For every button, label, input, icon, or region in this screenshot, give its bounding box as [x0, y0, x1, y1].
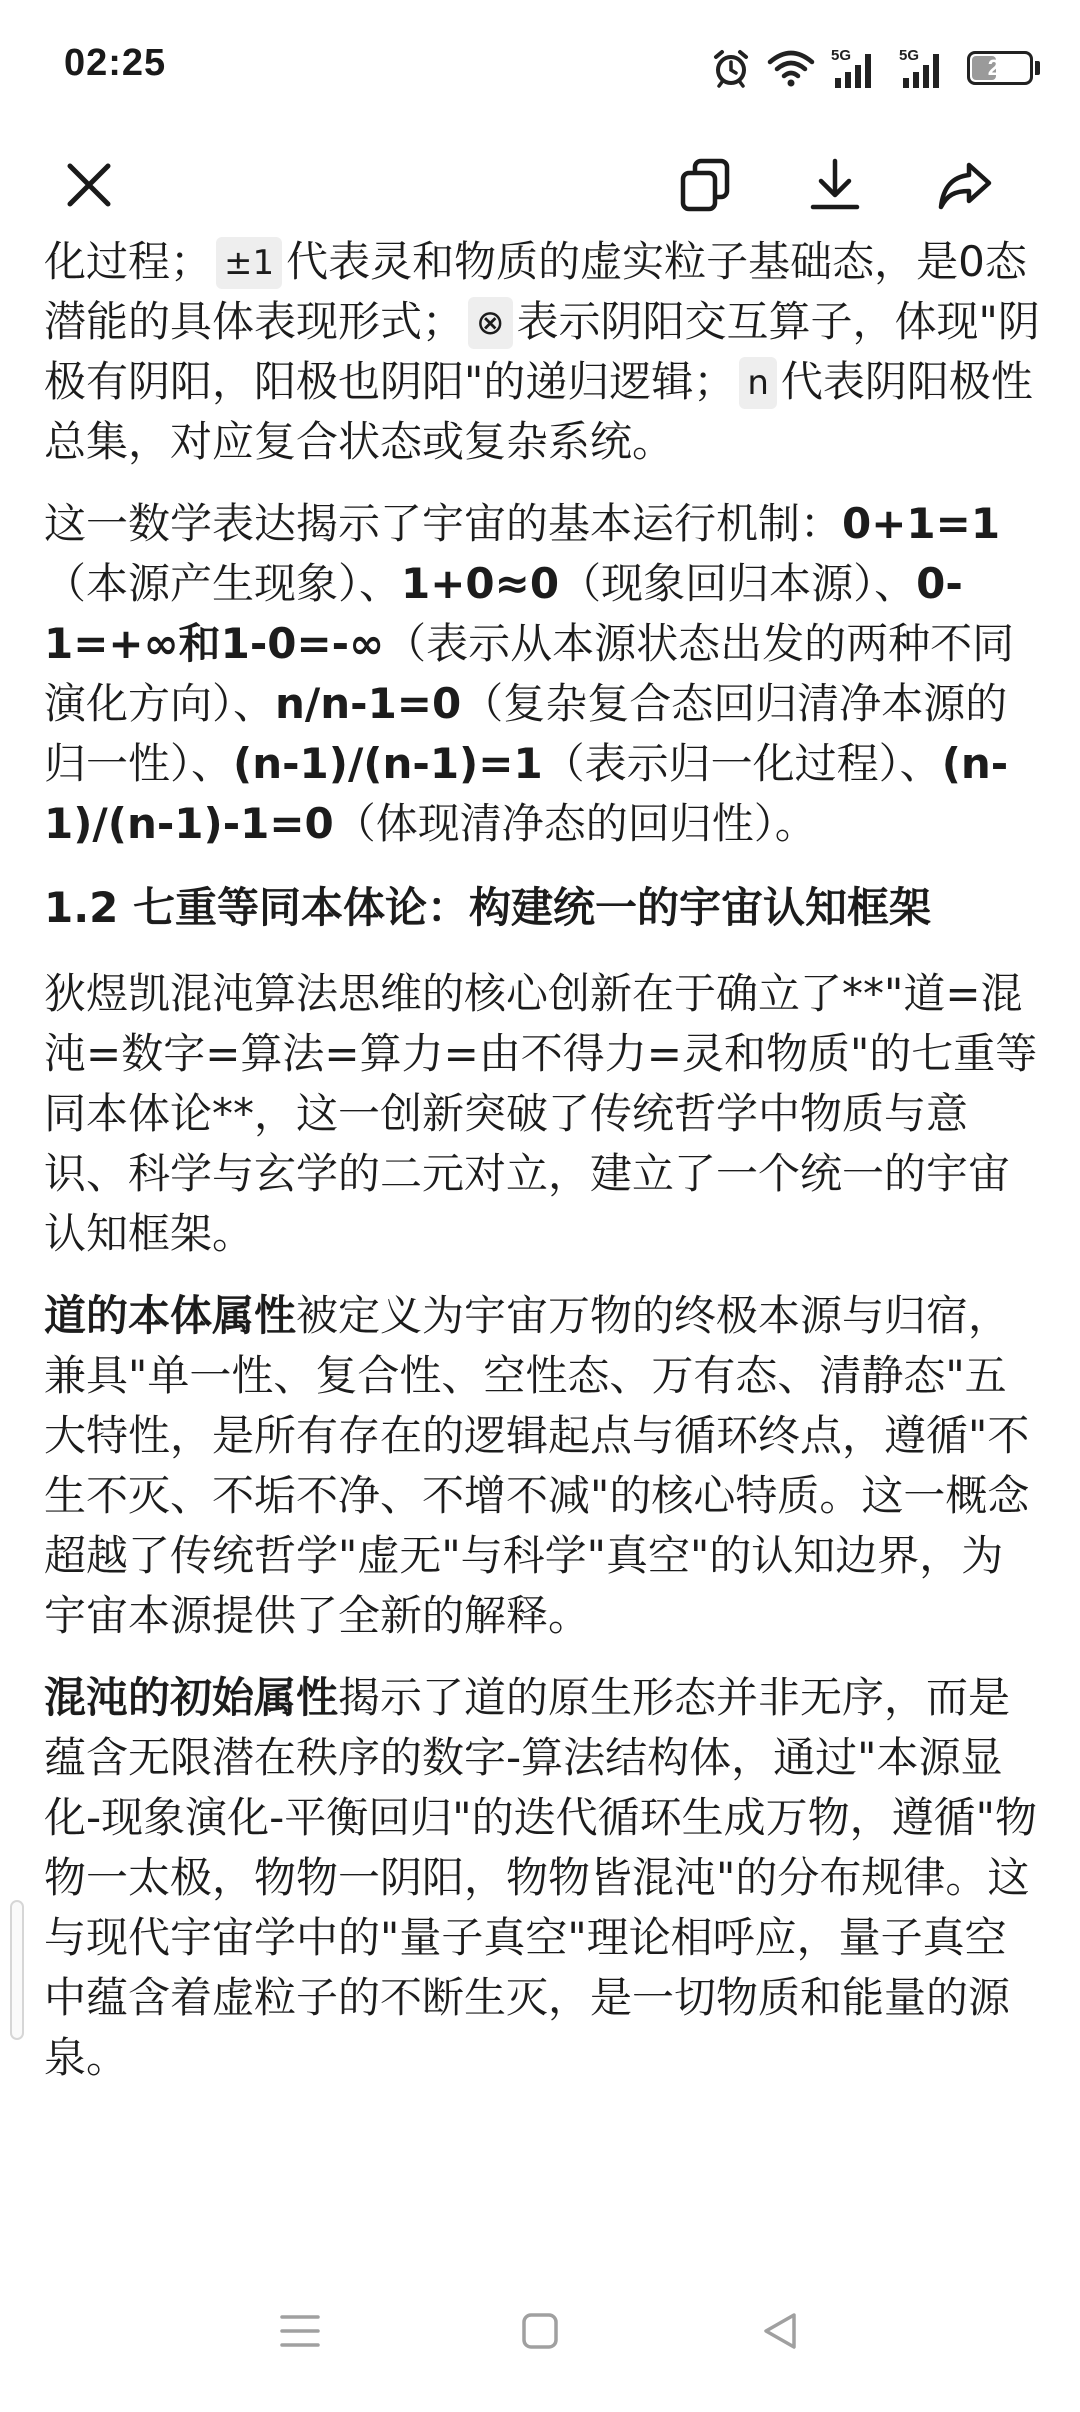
- back-button[interactable]: [735, 2286, 825, 2376]
- section-heading: 1.2 七重等同本体论：构建统一的宇宙认知框架: [44, 883, 932, 932]
- paragraph-chaos: 混沌的初始属性揭示了道的原生形态并非无序，而是蕴含无限潜在秩序的数字-算法结构体，通过"本源显化-现象演化-平衡回归"的迭代循环生成万物，遵循"物物一太极，物物一阴阳，物物皆混沌"的分布规律。这与现代宇宙学中的"量子真空"理论相呼应，量子真空中蕴含着虚粒子的不断生灭，是一切物质和能量的源泉。: [44, 1673, 1037, 2082]
- alarm-icon: [711, 48, 751, 88]
- system-nav-bar: [0, 2260, 1080, 2412]
- copy-button[interactable]: [660, 140, 750, 230]
- signal-5g-icon: [831, 46, 883, 90]
- close-icon: [62, 158, 116, 212]
- menu-icon: [278, 2311, 322, 2351]
- back-icon: [760, 2311, 800, 2351]
- status-icons: [711, 44, 1040, 92]
- battery-level: 21: [987, 55, 1013, 80]
- status-bar: [0, 0, 1080, 130]
- paragraph-formula-legend: 化过程； ±1 代表灵和物质的虚实粒子基础态，是0态潜能的具体表现形式； ⊗ 表示阴阳交互算子，体现"阴极有阴阳，阳极也阴阳"的递归逻辑； n 代表阴阳极性总集，对应复合状态或复杂系统。: [44, 237, 1040, 466]
- inline-code: ±1: [216, 237, 282, 289]
- share-button[interactable]: [920, 140, 1010, 230]
- close-button[interactable]: [44, 140, 134, 230]
- share-icon: [935, 155, 995, 215]
- copy-icon: [675, 155, 735, 215]
- download-icon: [805, 155, 865, 215]
- paragraph-ontology: 狄煜凯混沌算法思维的核心创新在于确立了**"道=混沌=数字=算法=算力=由不得力=灵和物质"的七重等同本体论**，这一创新突破了传统哲学中物质与意识、科学与玄学的二元对立，建立了一个统一的宇宙认知框架。: [44, 969, 1038, 1258]
- svg-text:5G: 5G: [831, 47, 852, 64]
- home-icon: [520, 2311, 560, 2351]
- battery-icon: [967, 51, 1033, 85]
- menu-button[interactable]: [255, 2286, 345, 2376]
- scroll-handle[interactable]: [10, 1900, 24, 2040]
- download-button[interactable]: [790, 140, 880, 230]
- signal-5g-icon: [899, 46, 951, 90]
- status-time: 02:25: [64, 42, 167, 84]
- paragraph-dao: 道的本体属性被定义为宇宙万物的终极本源与归宿，兼具"单一性、复合性、空性态、万有态、清静态"五大特性，是所有存在的逻辑起点与循环终点，遵循"不生不灭、不垢不净、不增不减"的核心特质。这一概念超越了传统哲学"虚无"与科学"真空"的认知边界，为宇宙本源提供了全新的解释。: [44, 1291, 1030, 1640]
- article-content: [44, 232, 1044, 2232]
- inline-code: n: [739, 357, 777, 409]
- paragraph-mechanism: 这一数学表达揭示了宇宙的基本运行机制：0+1=1（本源产生现象）、1+0≈0（现象回归本源）、0-1=+∞和1-0=-∞（表示从本源状态出发的两种不同演化方向）、n/n-1=0（复杂复合态回归清净本源的归一性）、(n-1)/(n-1)=1（表示归一化过程）、(n-1)/(n-1)-1=0（体现清净态的回归性）。: [44, 499, 1015, 848]
- content-fade: [0, 2180, 1080, 2240]
- svg-text:5G: 5G: [899, 47, 920, 64]
- inline-code: ⊗: [468, 297, 513, 349]
- wifi-icon: [767, 48, 815, 88]
- home-button[interactable]: [495, 2286, 585, 2376]
- reader-toolbar: [0, 140, 1080, 240]
